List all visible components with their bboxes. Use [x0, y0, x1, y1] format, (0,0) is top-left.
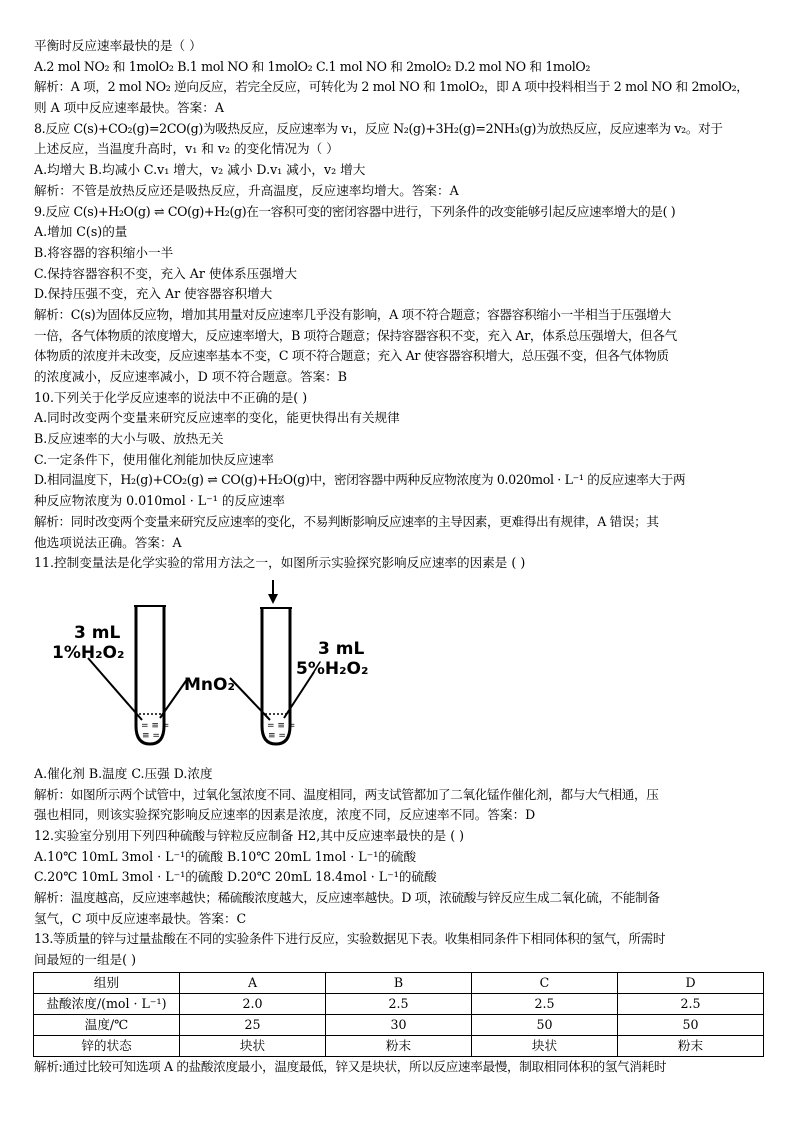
text-line: 解析：A 项，2 mol NO₂ 逆向反应，若完全反应，可转化为 2 mol NO 和 1molO₂，即 A 项中投料相当于 2 mol NO 和 2molO₂，: [34, 79, 749, 95]
q9-option-a: A.增加 C(s)的量: [34, 224, 128, 240]
table-header-cell: A: [180, 972, 326, 993]
leader-line: [88, 658, 142, 720]
q9-option-b: B.将容器的容积缩小一半: [34, 244, 174, 260]
table-header-cell: 组别: [34, 972, 180, 993]
table-cell: 50: [618, 1014, 764, 1035]
q10-stem: 10.下列关于化学反应速率的说法中不正确的是( ): [34, 389, 308, 405]
text-line: 则 A 项中反应速率最快。答案：A: [34, 100, 224, 116]
text-line: 体物质的浓度并未改变，反应速率基本不变，C 项不符合题意；充入 Ar 使容器容积增大，总压强不变，但各气体物质: [34, 348, 669, 364]
text-line: 解析：不管是放热反应还是吸热反应，升高温度，反应速率均增大。答案：A: [34, 182, 459, 198]
table-cell: 粉末: [326, 1035, 472, 1056]
text-line: 他选项说法正确。答案：A: [34, 534, 182, 550]
q9-option-d: D.保持压强不变，充入 Ar 使容器容积增大: [34, 286, 273, 302]
text-line: 氢气，C 项中反应速率最快。答案：C: [34, 910, 247, 926]
q9-stem: 9.反应 C(s)+H₂O(g) ⇌ CO(g)+H₂(g)在一容积可变的密闭容器中进行，下列条件的改变能够引起反应速率增大的是( ): [34, 203, 676, 219]
q10-option-d: D.相同温度下，H₂(g)+CO₂(g) ⇌ CO(g)+H₂O(g)中，密闭容器中两种反应物浓度为 0.020mol · L⁻¹ 的反应速率大于两: [34, 472, 686, 488]
left-concentration-label: 1%H₂O₂: [52, 642, 125, 663]
table-cell: 50: [472, 1014, 618, 1035]
text-line: 解析：温度越高，反应速率越快；稀硫酸浓度越大，反应速率越快。D 项，浓硫酸与锌反应生成二氧化硫，不能制备: [34, 890, 660, 905]
text-line: 强也相同，则该实验探究影响反应速率的因素是浓度，浓度不同，反应速率不同。答案：D: [34, 807, 536, 823]
table-cell: 盐酸浓度/(mol · L⁻¹): [34, 993, 180, 1014]
text-line: 解析:通过比较可知选项 A 的盐酸浓度最小，温度最低，锌又是块状，所以反应速率最慢，制取相同体积的氢气消耗时: [34, 1058, 667, 1074]
right-concentration-label: 5%H₂O₂: [296, 658, 369, 679]
catalyst-label: MnO₂: [184, 674, 235, 695]
svg-text:= ≡ =: = ≡ =: [141, 720, 170, 731]
q7-options: A.2 mol NO₂ 和 1molO₂ B.1 mol NO 和 1molO₂ C.1 mol NO 和 2molO₂ D.2 mol NO 和 1molO₂: [34, 58, 591, 74]
q10-option-c: C.一定条件下，使用催化剂能加快反应速率: [34, 451, 274, 467]
table-header-row: [34, 972, 764, 993]
svg-text:≡ =: ≡ =: [268, 730, 286, 741]
text-line: 上述反应，当温度升高时，v₁ 和 v₂ 的变化情况为（ ）: [34, 141, 339, 157]
q8-options: A.均增大 B.均减小 C.v₁ 增大，v₂ 减小 D.v₁ 减小，v₂ 增大: [34, 162, 366, 178]
svg-text:= ≡ =: = ≡ =: [267, 720, 296, 731]
q11-stem: 11.控制变量法是化学实验的常用方法之一，如图所示实验探究影响反应速率的因素是 ( ): [34, 555, 526, 571]
table-cell: 温度/℃: [34, 1014, 180, 1035]
table-cell: 2.5: [326, 993, 472, 1014]
table-header-cell: D: [618, 972, 764, 993]
table-cell: 30: [326, 1014, 472, 1035]
left-test-tube: [134, 606, 169, 744]
text-line: 平衡时反应速率最快的是（ ）: [34, 38, 202, 53]
q12-stem: 12.实验室分别用下列四种硫酸与锌粒反应制备 H2,其中反应速率最快的是 ( ): [34, 827, 465, 843]
table-cell: 2.5: [618, 993, 764, 1014]
table-cell: 锌的状态: [34, 1035, 180, 1056]
text-line: 种反应物浓度为 0.010mol · L⁻¹ 的反应速率: [34, 493, 285, 509]
test-tube-figure: [34, 578, 764, 762]
table-cell: 块状: [180, 1035, 326, 1056]
table-cell: 粉末: [618, 1035, 764, 1056]
text-line: 间最短的一组是( ): [34, 952, 136, 968]
text-line: 解析：C(s)为固体反应物，增加其用量对反应速率几乎没有影响，A 项不符合题意；容器容积缩小一半相当于压强增大: [34, 306, 671, 322]
table-row: [34, 1014, 764, 1035]
table-header-cell: B: [326, 972, 472, 993]
table-cell: 块状: [472, 1035, 618, 1056]
arrow-down-icon: [268, 580, 278, 604]
document-page: [34, 36, 764, 1077]
table-cell: 2.0: [180, 993, 326, 1014]
text-line: 解析：同时改变两个变量来研究反应速率的变化，不易判断影响反应速率的主导因素，更难得出有规律，A 错误；其: [34, 513, 659, 529]
right-test-tube: [260, 608, 295, 744]
table-cell: 2.5: [472, 993, 618, 1014]
q8-stem: 8.反应 C(s)+CO₂(g)=2CO(g)为吸热反应，反应速率为 v₁，反应 N₂(g)+3H₂(g)=2NH₃(g)为放热反应，反应速率为 v₂。对于: [34, 120, 723, 136]
experiment-table: [33, 972, 764, 1057]
table-cell: 25: [180, 1014, 326, 1035]
text-line: 的浓度减小，反应速率减小，D 项不符合题意。答案：B: [34, 369, 348, 384]
leader-line: [230, 678, 270, 720]
test-tube-diagram: [38, 578, 398, 762]
text-line: 解析：如图所示两个试管中，过氧化氢浓度不同、温度相同，两支试管都加了二氧化锰作催化剂，都与大气相通，压: [34, 786, 659, 802]
left-volume-label: 3 mL: [74, 622, 121, 643]
q12-options-ab: A.10℃ 10mL 3mol · L⁻¹的硫酸 B.10℃ 20mL 1mol · L⁻¹的硫酸: [34, 848, 417, 864]
text-line: 一倍，各气体物质的浓度增大，反应速率增大，B 项符合题意；保持容器容积不变，充入 Ar，体系总压强增大，但各气: [34, 327, 677, 343]
table-row: [34, 1035, 764, 1056]
q10-option-b: B.反应速率的大小与吸、放热无关: [34, 431, 224, 447]
right-volume-label: 3 mL: [318, 638, 365, 659]
q11-options: A.催化剂 B.温度 C.压强 D.浓度: [34, 765, 213, 781]
svg-text:≡ =: ≡ =: [142, 730, 160, 741]
q10-option-a: A.同时改变两个变量来研究反应速率的变化，能更快得出有关规律: [34, 410, 400, 426]
table-row: [34, 993, 764, 1014]
q12-options-cd: C.20℃ 10mL 3mol · L⁻¹的硫酸 D.20℃ 20mL 18.4mol · L⁻¹的硫酸: [34, 869, 437, 885]
q13-stem: 13.等质量的锌与过量盐酸在不同的实验条件下进行反应，实验数据见下表。收集相同条件下相同体积的氢气，所需时: [34, 931, 666, 947]
table-header-cell: C: [472, 972, 618, 993]
q9-option-c: C.保持容器容积不变，充入 Ar 使体系压强增大: [34, 265, 297, 281]
